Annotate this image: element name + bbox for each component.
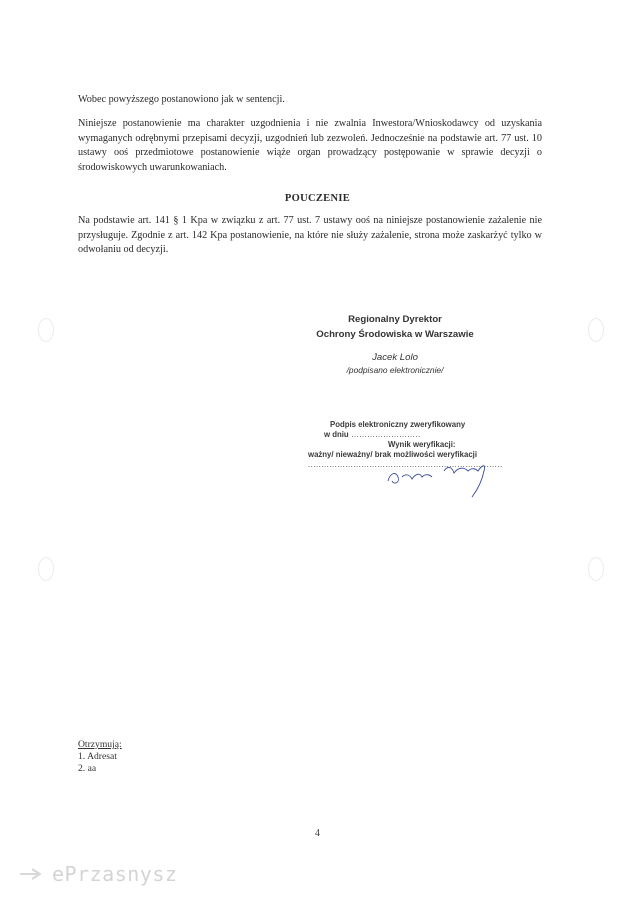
recipients-list — [78, 739, 122, 775]
signature-block — [300, 312, 490, 377]
recipient-item: 2. aa — [78, 763, 97, 774]
handwritten-signature — [360, 455, 500, 500]
stamp-line-verified: Podpis elektroniczny zweryfikowany — [330, 420, 466, 429]
stamp-line-result: Wynik weryfikacji: — [388, 440, 456, 449]
signature-note: /podpisano elektronicznie/ — [346, 365, 444, 375]
punch-hole-mark — [38, 557, 54, 581]
signatory-title-line2: Ochrony Środowiska w Warszawie — [316, 329, 474, 340]
signatory-name: Jacek Lolo — [372, 352, 418, 363]
watermark-arrow-icon — [18, 866, 44, 882]
punch-hole-mark — [588, 557, 604, 581]
stamp-line-date — [324, 430, 488, 440]
paragraph-agreement: Niniejsze postanowienie ma charakter uzgodnienia i nie zwalnia Inwestora/Wnioskodawcy od uzyskania wymaganych odrębnymi przepisami decyzji, uzgodnień lub zezwoleń. Jednocześnie na podstawie art. 77 ust. 10 ustawy ooś przedmiotowe postanowienie wiąże organ prowadzący postępowanie w sprawie decyzji o środowiskowych uwarunkowaniach. — [78, 118, 542, 173]
stamp-signature-dots: ......................................................................... — [308, 460, 503, 469]
recipient-item: 1. Adresat — [78, 751, 117, 762]
signatory-title-line1: Regionalny Dyrektor — [348, 314, 442, 325]
section-heading: POUCZENIE — [284, 193, 351, 204]
stamp-date-dots: .......................... — [348, 430, 421, 439]
stamp-line-status: ważny/ nieważny/ brak możliwości weryfikacji — [308, 450, 477, 459]
recipients-title: Otrzymują: — [78, 739, 122, 750]
watermark-logo: ePrzasnysz — [52, 862, 178, 886]
punch-hole-mark — [588, 318, 604, 342]
punch-hole-mark — [38, 318, 54, 342]
paragraph-conclusion: Wobec powyższego postanowiono jak w sentencji. — [78, 94, 285, 105]
paragraph-instruction: Na podstawie art. 141 § 1 Kpa w związku z art. 77 ust. 7 ustawy ooś na niniejsze postanowienie zażalenie nie przysługuje. Zgodnie z art. 142 Kpa postanowienie, na które nie służy zażalenie, strona może zaskarżyć tylko w odwołaniu od decyzji. — [78, 215, 542, 255]
page-number: 4 — [315, 828, 320, 839]
stamp-date-label: w dniu — [324, 430, 349, 439]
